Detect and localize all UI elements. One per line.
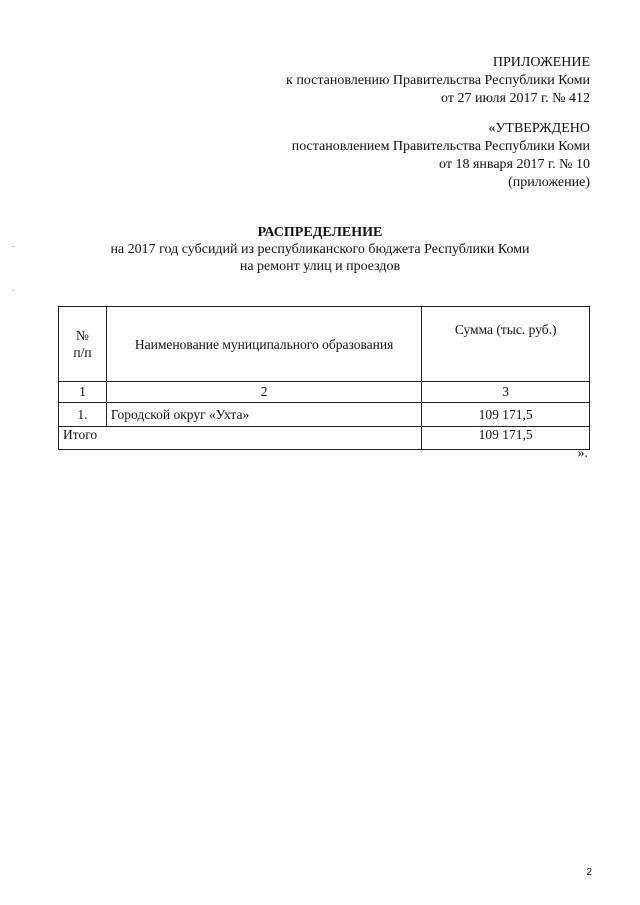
annex-date: от 27 июля 2017 г. № 412: [441, 91, 590, 106]
distribution-table: [58, 306, 590, 450]
document-title: РАСПРЕДЕЛЕНИЕ: [257, 225, 383, 240]
column-number: 3: [422, 382, 590, 403]
column-number-row: [59, 382, 590, 403]
total-row: [59, 427, 590, 450]
margin-mark: [12, 246, 14, 247]
header-name: Наименование муниципального образования: [106, 307, 421, 382]
document-title-block: [0, 224, 640, 275]
closing-quote: ».: [577, 446, 588, 461]
approved-header: [292, 120, 590, 192]
approved-date: от 18 января 2017 г. № 10: [439, 157, 590, 172]
column-number: 1: [59, 382, 107, 403]
annex-title: ПРИЛОЖЕНИЕ: [492, 55, 590, 70]
header-sum: Сумма (тыс. руб.): [422, 307, 590, 382]
document-subtitle-line1: на 2017 год субсидий из республиканского бюджета Республики Коми: [110, 242, 530, 257]
row-name: Городской округ «Ухта»: [106, 403, 421, 427]
approved-reference: постановлением Правительства Республики Коми: [291, 139, 590, 154]
document-subtitle-line2: на ремонт улиц и проездов: [239, 259, 401, 274]
row-sum: 109 171,5: [422, 403, 590, 427]
annex-reference: к постановлению Правительства Республики Коми: [286, 73, 590, 88]
total-label: Итого: [59, 427, 422, 450]
approved-note: (приложение): [508, 175, 590, 190]
column-number: 2: [106, 382, 421, 403]
annex-header: [286, 54, 590, 108]
table-header-row: [59, 307, 590, 382]
header-number: № п/п: [59, 307, 107, 382]
table-row: [59, 403, 590, 427]
row-number: 1.: [59, 403, 107, 427]
page-number: 2: [586, 867, 592, 878]
approved-title: «УТВЕРЖДЕНО: [488, 121, 590, 136]
margin-mark: [12, 290, 14, 291]
total-sum: 109 171,5: [422, 427, 590, 450]
